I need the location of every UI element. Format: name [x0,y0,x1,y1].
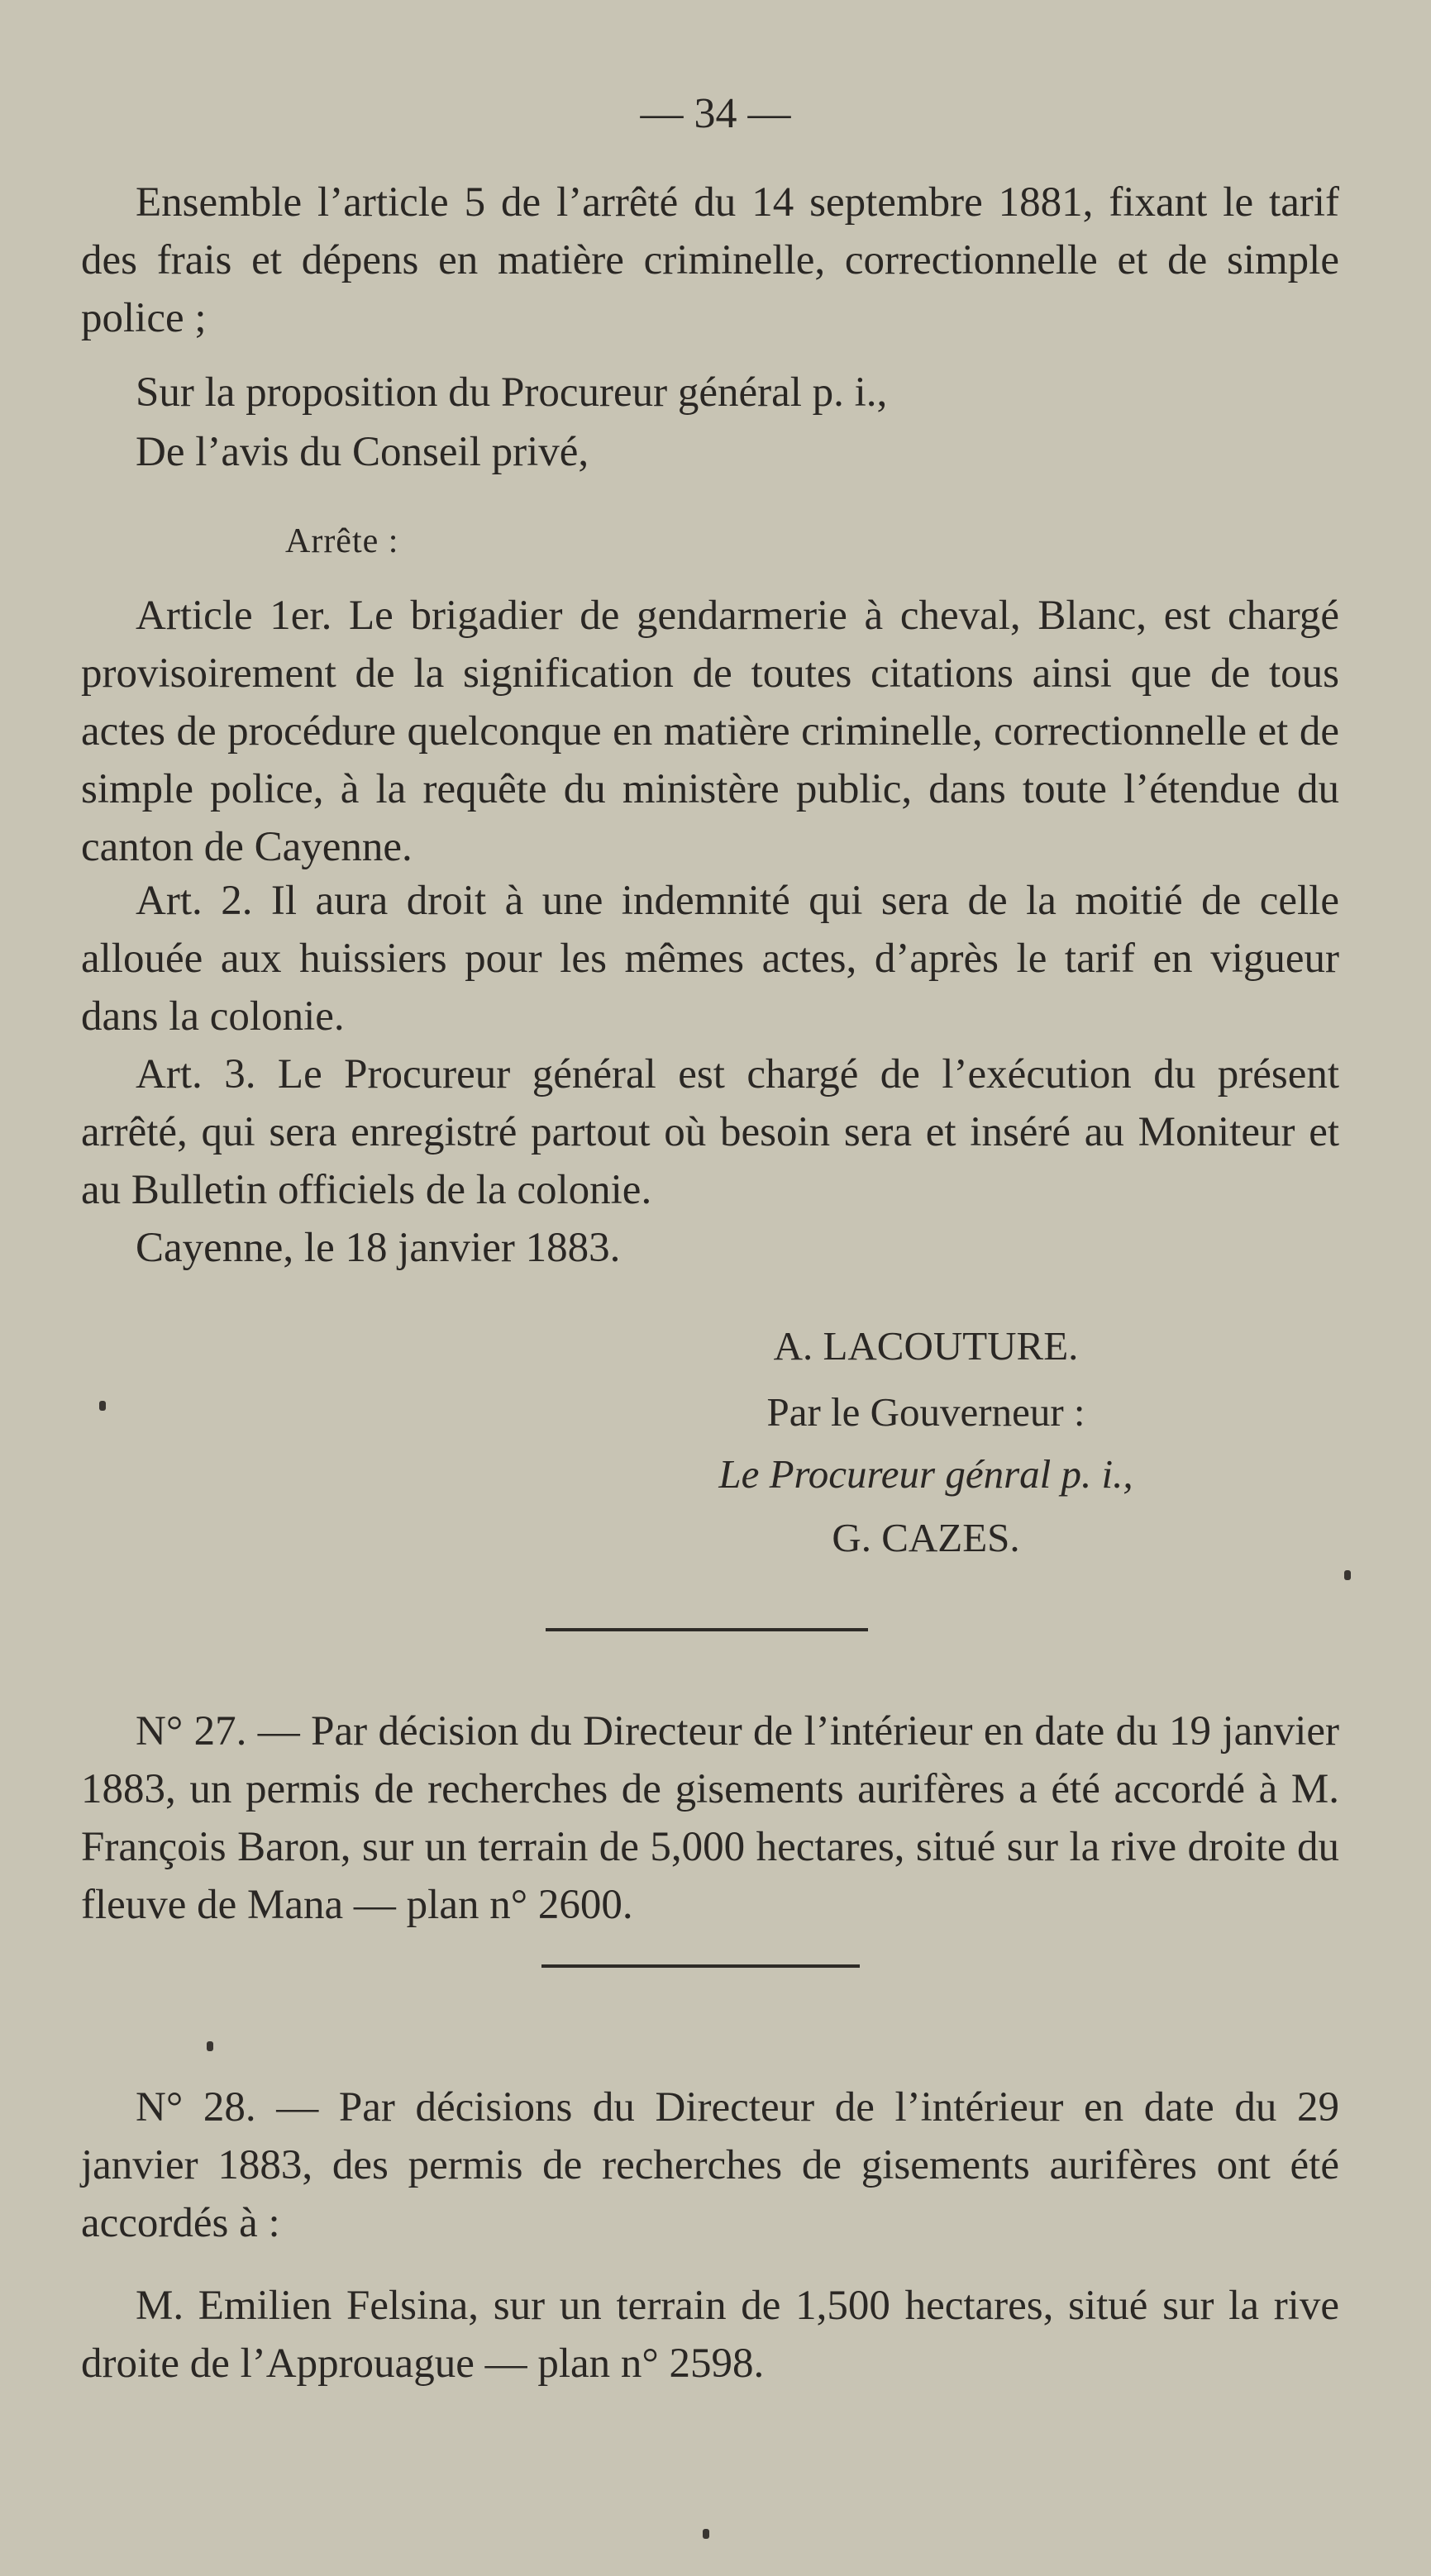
paragraph-avis: De l’avis du Conseil privé, [136,429,589,475]
ink-mark [1344,1570,1351,1580]
paragraph-proposition: Sur la proposition du Procureur général p. i., [136,369,888,416]
signature-name: A. LACOUTURE. [773,1323,1079,1369]
signature-by: Par le Gouverneur : [766,1389,1085,1435]
article-1-label: Article 1er. [136,593,332,639]
article-2: Art. 2. Il aura droit à une indemnité qui sera de la moitié de celle allouée aux huissiers pour les mêmes actes, d’après le tarif en vigueur dans la colonie. [81,878,1339,1040]
notice-n28-item: M. Emilien Felsina, sur un terrain de 1,500 hectares, situé sur la rive droite de l’Approuague — plan n° 2598. [81,2283,1339,2387]
section-divider [546,1628,868,1631]
signature-signer: G. CAZES. [832,1515,1020,1560]
article-1-text: Le brigadier de gendarmerie à cheval, Blanc, est chargé provisoirement de la signification de toutes citations ainsi que de tous actes de procédure quelconque en matière criminelle, correctionnelle et de simple police, à la requête du ministère public, dans toute l’étendue du canton de Cayenne. [81,593,1339,870]
notice-n27: N° 27. — Par décision du Directeur de l’intérieur en date du 19 janvier 1883, un permis de recherches de gisements aurifères a été accordé à M. François Baron, sur un terrain de 5,000 hectares, situé sur la rive droite du fleuve de Mana — plan n° 2600. [81,1708,1339,1928]
ink-mark [703,2529,709,2539]
ink-mark [99,1401,106,1411]
signature-role: Le Procureur génral p. i., [718,1451,1133,1497]
article-1 [81,587,1339,876]
notice-n28: N° 28. — Par décisions du Directeur de l’intérieur en date du 29 janvier 1883, des permis de recherches de gisements aurifères ont été accordés à : [81,2084,1339,2246]
page-number: — 34 — [640,90,791,137]
ink-mark [207,2041,213,2051]
date-line: Cayenne, le 18 janvier 1883. [136,1225,621,1271]
paragraph-ensemble: Ensemble l’article 5 de l’arrêté du 14 septembre 1881, fixant le tarif des frais et dépens en matière criminelle, correctionnelle et de simple police ; [81,179,1339,341]
section-divider-2 [541,1964,860,1968]
arrete-heading: Arrête : [285,522,399,560]
article-3: Art. 3. Le Procureur général est chargé de l’exécution du présent arrêté, qui sera enregistré partout où besoin sera et inséré au Moniteur et au Bulletin officiels de la colonie. [81,1051,1339,1213]
